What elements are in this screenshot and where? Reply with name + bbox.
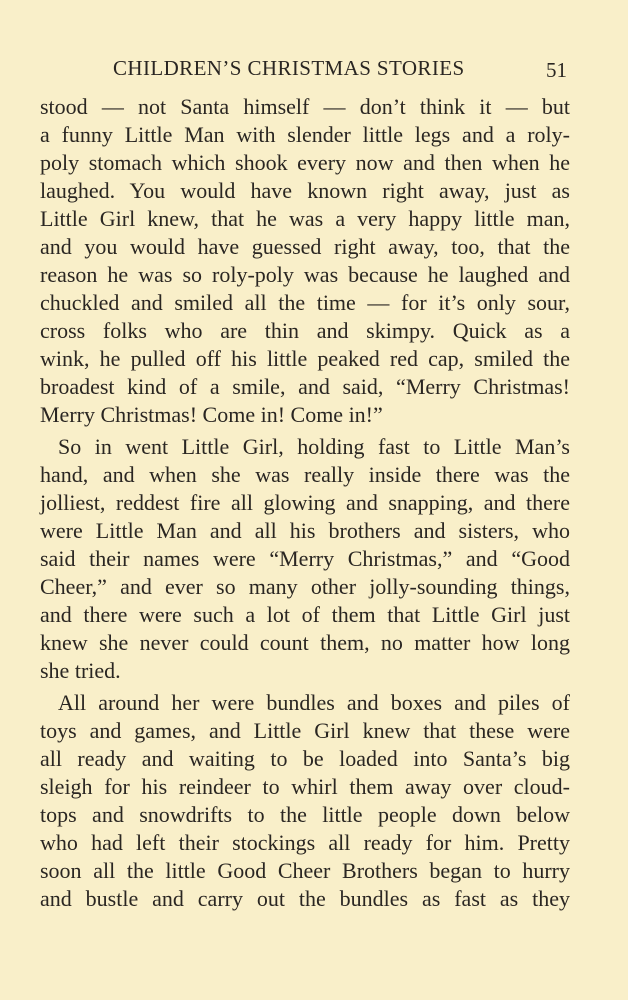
running-head: CHILDREN’S CHRISTMAS STORIES: [113, 56, 465, 80]
text-line: broadest kind of a smile, and said, “Merry Christmas!: [40, 374, 570, 399]
text-line: cross folks who are thin and skimpy. Quick as a: [40, 318, 570, 343]
text-line: soon all the little Good Cheer Brothers began to hurry: [40, 858, 570, 883]
text-line: poly stomach which shook every now and then when he: [40, 150, 570, 175]
text-line: Merry Christmas! Come in! Come in!”: [40, 402, 383, 427]
text-line: reason he was so roly-poly was because he laughed and: [40, 262, 570, 287]
text-line: All around her were bundles and boxes and piles of: [58, 690, 570, 715]
text-line: said their names were “Merry Christmas,” and “Good: [40, 546, 570, 571]
text-line: sleigh for his reindeer to whirl them away over cloud-: [40, 774, 570, 799]
text-line: Cheer,” and ever so many other jolly-sounding things,: [40, 574, 570, 599]
text-line: tops and snowdrifts to the little people down below: [40, 802, 570, 827]
text-line: knew she never could count them, no matter how long: [40, 630, 570, 655]
text-line: hand, and when she was really inside there was the: [40, 462, 570, 487]
text-line: she tried.: [40, 658, 121, 683]
text-line: So in went Little Girl, holding fast to Little Man’s: [58, 434, 570, 459]
page-number: 51: [546, 58, 567, 82]
text-line: toys and games, and Little Girl knew that these were: [40, 718, 570, 743]
text-line: jolliest, reddest fire all glowing and snapping, and there: [40, 490, 570, 515]
paragraph: [40, 93, 570, 429]
paragraph: [40, 689, 570, 913]
text-line: chuckled and smiled all the time — for it’s only sour,: [40, 290, 570, 315]
text-line: and there were such a lot of them that Little Girl just: [40, 602, 570, 627]
text-line: laughed. You would have known right away, just as: [40, 178, 570, 203]
text-line: stood — not Santa himself — don’t think it — but: [40, 94, 570, 119]
paragraph: [40, 433, 570, 685]
body-text: [40, 93, 570, 913]
text-line: wink, he pulled off his little peaked red cap, smiled the: [40, 346, 570, 371]
text-line: and bustle and carry out the bundles as fast as they: [40, 886, 570, 911]
text-line: who had left their stockings all ready for him. Pretty: [40, 830, 570, 855]
text-line: were Little Man and all his brothers and sisters, who: [40, 518, 570, 543]
text-line: a funny Little Man with slender little legs and a roly-: [40, 122, 570, 147]
text-line: and you would have guessed right away, too, that the: [40, 234, 570, 259]
text-line: all ready and waiting to be loaded into Santa’s big: [40, 746, 570, 771]
text-line: Little Girl knew, that he was a very happy little man,: [40, 206, 570, 231]
